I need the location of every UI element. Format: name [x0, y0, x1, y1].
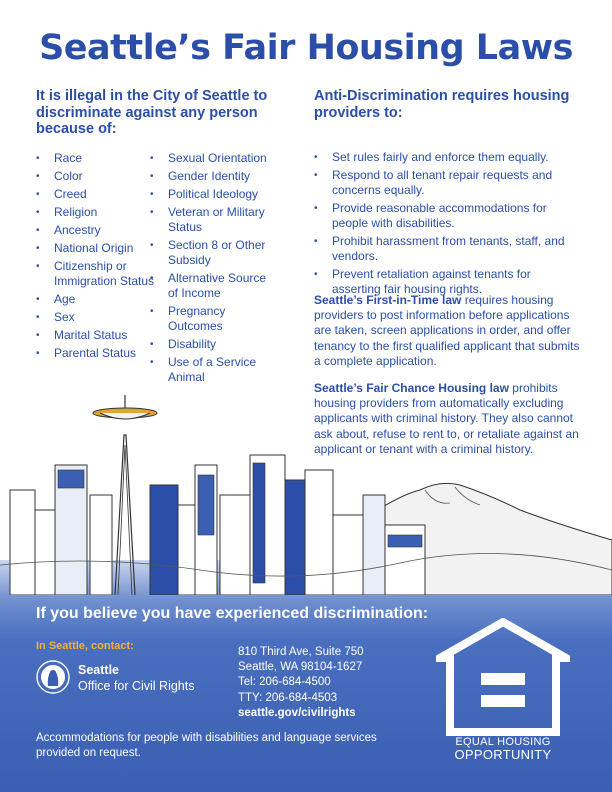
fair-chance-law-name: Seattle’s Fair Chance Housing law [314, 381, 509, 395]
office-contact-info [238, 645, 364, 721]
list-item: • Provide reasonable accommodations for people with disabilities. [314, 201, 576, 231]
contact-label: In Seattle, contact: [36, 640, 134, 652]
first-in-time-text: requires housing providers to post information before applications are taken, screen applications in order, and offer tenancy to the first qualified applicant that submits a complete application. [314, 293, 580, 368]
list-item: • Parental Status [36, 346, 156, 361]
list-item: • Respond to all tenant repair requests and concerns equally. [314, 168, 576, 198]
list-item: • Disability [150, 337, 275, 352]
list-item: • Color [36, 169, 156, 184]
tel-line: Tel: 206-684-4500 [238, 676, 331, 689]
address-line1: 810 Third Ave, Suite 750 [238, 646, 364, 658]
equal-housing-house-icon [436, 618, 570, 736]
list-item: • Creed [36, 187, 156, 202]
accommodations-note: Accommodations for people with disabilities and language services provided on request. [36, 732, 377, 759]
protected-classes-heading: It is illegal in the City of Seattle to discriminate against any person because of: [36, 88, 268, 137]
seattle-seal-icon [36, 660, 70, 694]
protected-classes-list-1 [36, 151, 156, 364]
tty-line: TTY: 206-684-4503 [238, 691, 338, 704]
list-item: • Gender Identity [150, 169, 275, 184]
first-in-time-law-name: Seattle’s First-in-Time law [314, 293, 462, 307]
list-item: • Prohibit harassment from tenants, staff, and vendors. [314, 234, 576, 264]
list-item: • Sex [36, 310, 156, 325]
office-name-line1: Seattle [78, 663, 119, 677]
protected-classes-list-2 [150, 151, 275, 388]
office-name-line2: Office for Civil Rights [78, 679, 195, 693]
fair-chance-text: prohibits housing providers from automatically excluding applicants with criminal history. They also cannot ask about, refuse to rent to, or retaliate against an applicant or tenant with a criminal history. [314, 381, 579, 456]
list-item: • Pregnancy Outcomes [150, 304, 275, 334]
eho-line1: EQUAL HOUSING [455, 736, 551, 748]
seattle-skyline-illustration [0, 395, 612, 595]
list-item: • Citizenship or Immigration Status [36, 259, 156, 289]
list-item: • Political Ideology [150, 187, 275, 202]
list-item: • Set rules fairly and enforce them equally. [314, 150, 576, 165]
list-item: • Veteran or Military Status [150, 205, 275, 235]
page-title: Seattle’s Fair Housing Laws [39, 28, 573, 68]
discrimination-heading: If you believe you have experienced discrimination: [36, 605, 429, 622]
list-item: • Sexual Orientation [150, 151, 275, 166]
eho-line2: OPPORTUNITY [454, 747, 552, 762]
list-item: • National Origin [36, 241, 156, 256]
list-item: • Religion [36, 205, 156, 220]
list-item: • Age [36, 292, 156, 307]
list-item: • Alternative Source of Income [150, 271, 275, 301]
list-item: • Marital Status [36, 328, 156, 343]
requirements-list [314, 150, 576, 300]
list-item: • Prevent retaliation against tenants for asserting fair housing rights. [314, 267, 576, 297]
address-line2: Seattle, WA 98104-1627 [238, 661, 363, 674]
requirements-heading: Anti-Discrimination requires housing providers to: [314, 88, 570, 121]
first-in-time-paragraph [314, 293, 580, 369]
list-item: • Race [36, 151, 156, 166]
list-item: • Section 8 or Other Subsidy [150, 238, 275, 268]
list-item: • Use of a Service Animal [150, 355, 275, 385]
website-link[interactable]: seattle.gov/civilrights [238, 706, 356, 719]
list-item: • Ancestry [36, 223, 156, 238]
